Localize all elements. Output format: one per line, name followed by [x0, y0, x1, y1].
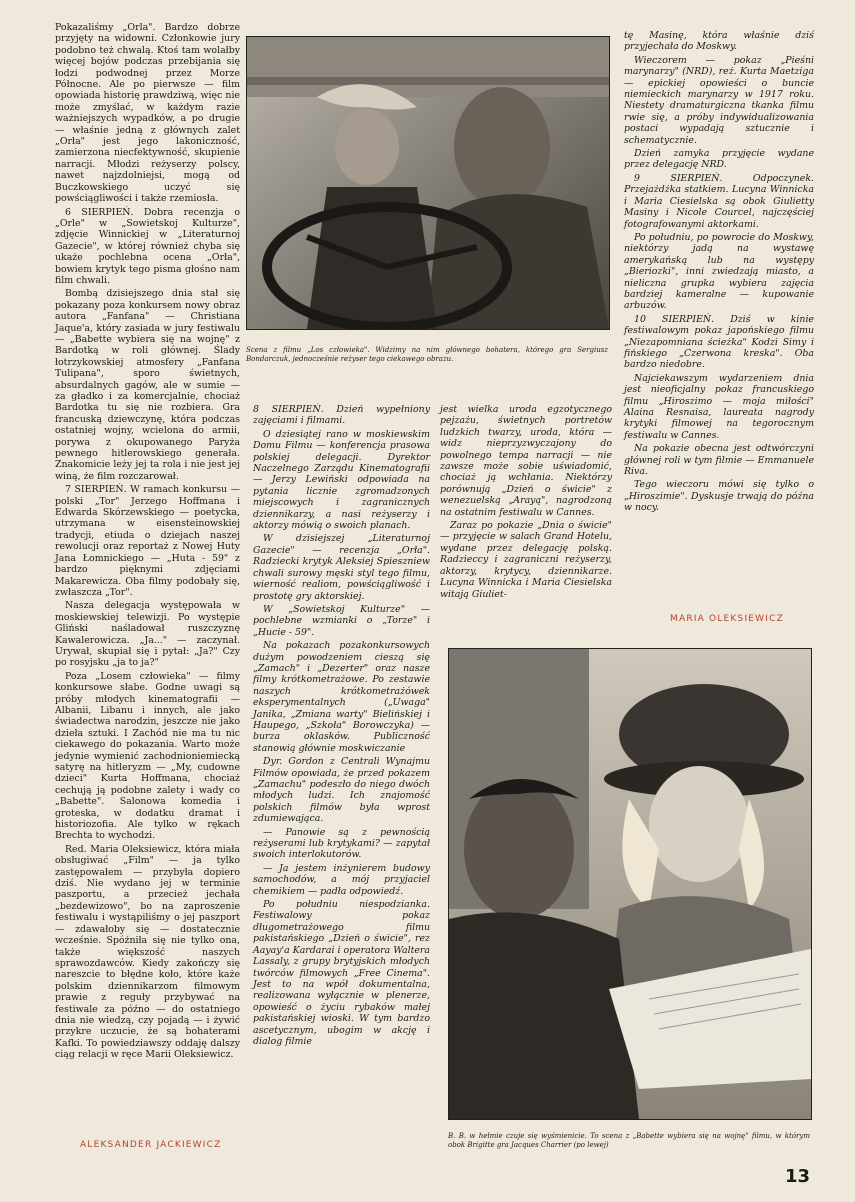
paragraph: 10 SIERPIEŃ. Dziś w kinie festiwalowym pokaz japońskiego filmu „Niezapomniana ścieżka" Kodzi Simy i fińskiego „Czerwona kreska". Oba bardzo niedobre.	[624, 313, 814, 371]
article-column-1	[55, 22, 240, 1063]
paragraph: W „Sowietskoj Kulturze" — pochlebne wzmianki o „Torze" i „Hucie - 59".	[253, 603, 430, 638]
paragraph: Pokazaliśmy „Orla". Bardzo dobrze przyjęty na widowni. Członkowie jury podobno też chwalą. Ktoś tam wolałby więcej bojów podczas przebijania się łodzi podwodnej przez Morze Północne. Ale po pierwsze — film opowiada historię prawdziwą, więc nie może zmyślać, w każdym razie ważniejszych wypadków, a po drugie — właśnie jedną z głównych zalet „Orła" jest jego lakoniczność, zamierzona niecfektywność, skupienie narracji. Młodzi reżyserzy polscy, nawet najzdolniejsi, mogą od Buczkowskiego uczyć się powściągliwości i także rzemiosła.	[55, 22, 240, 205]
paragraph: Tego wieczoru mówi się tylko o „Hiroszimie". Dyskusje trwają do późna w nocy.	[624, 479, 814, 514]
paragraph: jest wielka uroda egzotycznego pejzażu, świetnych portretów ludzkich twarzy, uroda, która — widz nieprzyzwyczajony do powolnego tempa narracji — nie zawsze może sobie uświadomić, chociaż ją wchłania. Niektórzy porównują „Dzień o świcie" z wenezuelską „Arayą", nagrodzoną na ostatnim festiwalu w Cannes.	[440, 404, 612, 518]
paragraph: — Panowie są z pewnością reżyserami lub krytykami? — zapytał swoich interlokutorów.	[253, 826, 430, 861]
film-still-los-czlowieka	[246, 36, 610, 330]
paragraph: Dzień zamyka przyjęcie wydane przez delegację NRD.	[624, 148, 814, 171]
article-column-2	[253, 404, 430, 1049]
author-signature: ALEKSANDER JACKIEWICZ	[80, 1140, 222, 1150]
paragraph: tę Masinę, która właśnie dziś przyjechała do Moskwy.	[624, 30, 814, 53]
paragraph: — Ja jestem inżynierem budowy samochodów, a mój przyjaciel chemikiem — padła odpowiedź.	[253, 862, 430, 897]
paragraph: Na pokazach pozakonkursowych dużym powodzeniem cieszą się „Zamach" i „Dezerter" oraz nasze filmy krótkometrażowe. Po zestawie naszych krótkometrażówek eksperymentalnych („Uwaga" Janika, „Zmiana warty" Bielińskiej i Haupego, „Szkoła" Borowczyka) — burza oklasków. Publiczność stanowią głównie moskwiczanie	[253, 640, 430, 754]
film-still-image	[247, 37, 609, 329]
paragraph: Na pokazie obecna jest odtwórczyni głównej roli w tym filmie — Emmanuele Riva.	[624, 443, 814, 478]
paragraph: 6 SIERPIEŃ. Dobra recenzja o „Orle" w „Sowietskoj Kulturze", zdjęcie Winnickiej w „Literaturnoj Gazecie", w której również chyba się ukaże pochlebna ocena „Orła", bowiem krytyk tego pisma głośno nam film chwali.	[55, 206, 240, 286]
article-column-4	[624, 30, 814, 516]
paragraph: 9 SIERPIEŃ. Odpoczynek. Przejażdżka statkiem. Lucyna Winnicka i Maria Ciesielska są obok Giulietty Masiny i Nicole Courcel, najczęściej fotografowanymi aktorkami.	[624, 172, 814, 230]
film-still-babette	[448, 648, 812, 1120]
paragraph: Po południu niespodzianka. Festiwalowy pokaz długometrażowego filmu pakistańskiego „Dzień o świcie", rez Aayay'a Kardarai i operatora Waltera Lassaly, z grupy brytyjskich młodych twórców filmowych „Free Cinema". Jest to na wpół dokumentalna, realizowana wyłącznie w plenerze, opowieść o życiu rybaków małej pakistańskiej wioski. W tym bardzo ascetycznym, ubogim w akcję i dialog filmie	[253, 899, 430, 1047]
article-column-3	[440, 404, 612, 602]
page-number: 13	[785, 1166, 811, 1187]
paragraph: Bombą dzisiejszego dnia stał się pokazany poza konkursem nowy obraz autora „Fanfana" — Christiana Jaque'a, który zasiada w jury festiwalu — „Babette wybiera się na wojnę" z Bardotką w roli głównej. Ślady łotrzykowskiej atmosfery „Fanfana Tulipana", sporo świetnych, absurdalnych gagów, ale w sumie — za gładko i za komercjalnie, chociaż Bardotka tu się nie rozbiera. Gra francuską dziewczynę, która podczas ostatniej wojny, wcielona do armii, porywa z okupowanego Paryża pewnego hitlerowskiego generała. Znakomicie leży jej ta rola i nie jest jej winą, że film rozczarował.	[55, 288, 240, 482]
paragraph: Dyr. Gordon z Centrali Wynajmu Filmów opowiada, że przed pokazem „Zamachu" podeszło do niego dwóch młodych ludzi. Ich znajomość polskich filmów była wprost zdumiewająca.	[253, 756, 430, 825]
paragraph: 7 SIERPIEŃ. W ramach konkursu — polski „Tor" Jerzego Hoffmana i Edwarda Skórzewskiego — poetycka, utrzymana w eisensteinowskiej tradycji, etiuda o dziejach naszej rewolucji oraz reportaż z Nowej Huty Jana Łomnickiego — „Huta - 59" z bardzo pięknymi zdjęciami Makarewicza. Oba filmy podobały się, zwłaszcza „Tor".	[55, 484, 240, 598]
paragraph: Nasza delegacja występowała w moskiewskiej telewizji. Po występie Gliński naśladował ruszczyznę Kawalerowicza. „Ja..." — zaczynał. Urywał, skupiał się i pytał: „Ja?" Czy po rosyjsku „ja to ja?"	[55, 600, 240, 669]
paragraph: O dziesiątej rano w moskiewskim Domu Filmu — konferencja prasowa polskiej delegacji. Dyrektor Naczelnego Zarządu Kinematografii — Jerzy Lewiński odpowiada na pytania licznie zgromadzonych miejscowych i zagranicznych dziennikarzy, a nasi reżyserzy i aktorzy mówią o swoich planach.	[253, 428, 430, 532]
paragraph: Najciekawszym wydarzeniem dnia jest nieoficjalny pokaz francuskiego filmu „Hiroszimo — moja miłości" Alaina Resnaisa, laureata nagrody krytyki filmowej na tegorocznym festiwalu w Cannes.	[624, 372, 814, 441]
paragraph: W dzisiejszej „Literaturnoj Gazecie" — recenzja „Orła". Radziecki krytyk Aleksiej Spieszniew chwali surowy męski styl tego filmu, wierność realiom, powściągliwość i prostotę gry aktorskiej.	[253, 533, 430, 602]
photo-caption: B. B. w hełmie czuje się wyśmienicie. To scena z „Babette wybiera się na wojnę" filmu, w którym obok Brigitte gra Jacques Charrier (po lewej)	[448, 1132, 810, 1149]
paragraph: Wieczorem — pokaz „Pieśni marynarzy" (NRD), reż. Kurta Maetziga — epickiej opowieści o buncie niemieckich marynarzy w 1917 roku. Niestety dramaturgiczna tkanka filmu rwie się, a próby indywidualizowania postaci wypadają sztucznie i schematycznie.	[624, 54, 814, 146]
paragraph: Zaraz po pokazie „Dnia o świcie" — przyjęcie w salach Grand Hotelu, wydane przez delegację polską. Radzieccy i zagraniczni reżyserzy, aktorzy, krytycy, dziennikarze. Lucyna Winnicka i Maria Ciesielska witają Giuliet-	[440, 520, 612, 600]
paragraph: Poza „Losem człowieka" — filmy konkursowe słabe. Godne uwagi są próby młodych kinematografii — Albanii, Libanu i innych, ale jako świadectwa narodzin, jeszcze nie jako dzieła sztuki. I Zachód nie ma tu nic ciekawego do pokazania. Warto może jedynie wymienić zachodnioniemiecką satyrę na hitleryzm — „My, cudowne dzieci" Kurta Hoffmana, chociaż cechują ją podobne zalety i wady co „Babette". Salonowa komedia i groteska, w dodatku dramat i historiozofia. Ale tylko w rękach Brechta to wychodzi.	[55, 670, 240, 842]
author-signature: MARIA OLEKSIEWICZ	[670, 614, 784, 624]
paragraph: Red. Maria Oleksiewicz, która miała obsługiwać „Film" — ja tylko zastępowałem — przybyła dopiero dziś. Nie wydano jej w terminie paszportu, a przecież jechała „bezdewizowo", bo na zaproszenie festiwalu i wystąpiliśmy o jej paszport — zdawałoby się — dostatecznie wcześnie. Spóźniła się nie tylko ona, także większość naszych sprawozdawców. Kiedy zakończy się nareszcie to błędne koło, które każe polskim dziennikarzom filmowym prawie z reguły przybywać na festiwale za późno — do ostatniego dnia nie wiedzą, czy pojadą — i żywić przykre uczucie, że są bohaterami Kafki. To powiedziawszy oddaję dalszy ciąg relacji w ręce Marii Oleksiewicz.	[55, 843, 240, 1061]
paragraph: 8 SIERPIEŃ. Dzień wypełniony zajęciami i filmami.	[253, 404, 430, 427]
paragraph: Po południu, po powrocie do Moskwy, niektórzy jadą na wystawę amerykańską lub na występy „Bieriozki", inni zwiedzają miasto, a nieliczna grupka wybiera zajęcia bardziej kameralne — kupowanie arbuzów.	[624, 231, 814, 312]
film-still-image	[449, 649, 811, 1119]
photo-caption: Scena z filmu „Los człowieka". Widzimy na nim głównego bohatera, którego gra Sergiusz Bondarczuk, jednocześnie reżyser tego ciekawego obrazu.	[246, 346, 608, 363]
